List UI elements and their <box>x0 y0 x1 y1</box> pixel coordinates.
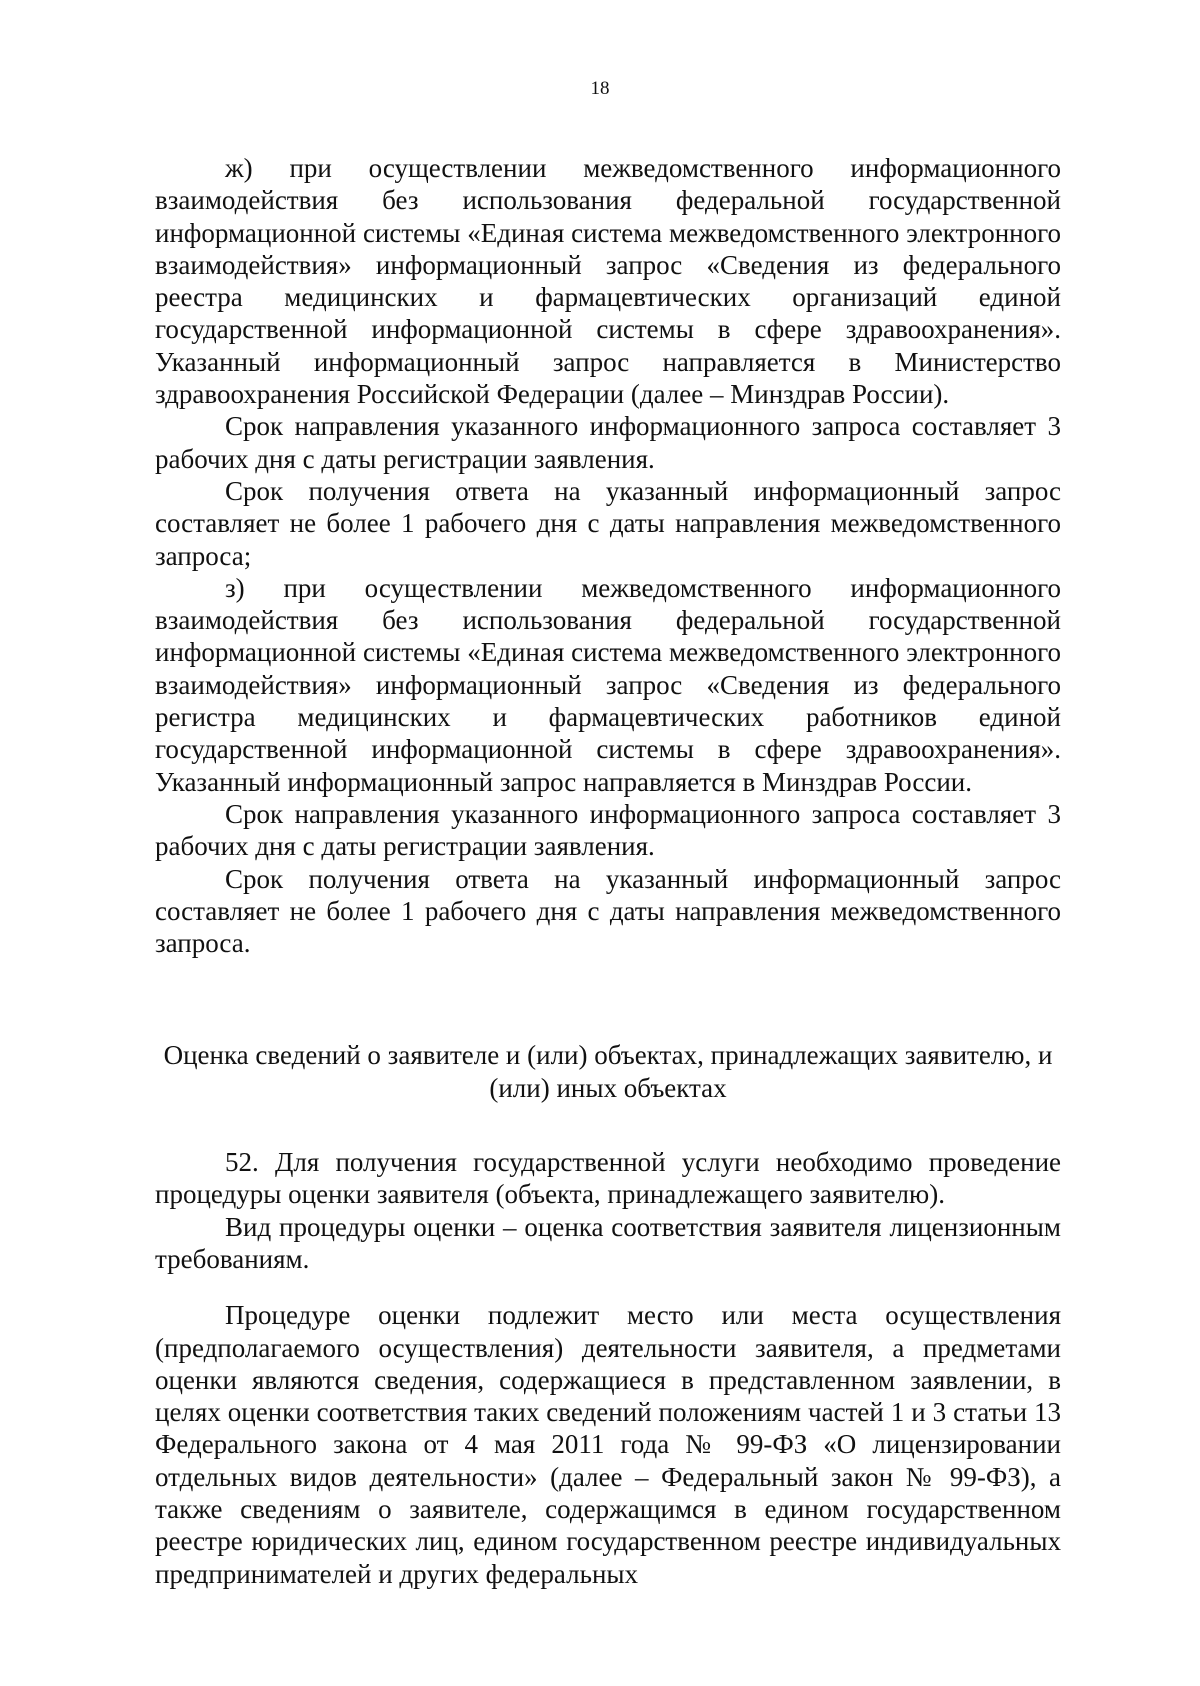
paragraph-52: 52. Для получения государственной услуги необходимо проведение процедуры оценки заявителя (объекта, принадлежащего заявителю). <box>155 1147 1061 1210</box>
paragraph-request-deadline-2: Срок направления указанного информационного запроса составляет 3 рабочих дня с даты регистрации заявления. <box>155 798 1061 862</box>
paragraph-assessment-subject: Процедуре оценки подлежит место или места осуществления (предполагаемого осуществления) деятельности заявителя, а предметами оценки являются сведения, содержащиеся в представленном заявлении, в целях оценки соответствия таких сведений положениям частей 1 и 3 статьи 13 Федерального закона от 4 мая 2011 года № 99-ФЗ «О лицензировании отдельных видов деятельности» (далее – Федеральный закон № 99-ФЗ), а также сведениям о заявителе, содержащимся в едином государственном реестре юридических лиц, едином государственном реестре индивидуальных предпринимателей и других федеральных <box>155 1300 1061 1589</box>
paragraph-item-z: з) при осуществлении межведомственного информационного взаимодействия без использования федеральной государственной информационной системы «Единая система межведомственного электронного взаимодействия» информационный запрос «Сведения из федерального регистра медицинских и фармацевтических работников единой государственной информационной системы в сфере здравоохранения». Указанный информационный запрос направляется в Минздрав России. <box>155 572 1061 797</box>
paragraph-request-deadline: Срок направления указанного информационного запроса составляет 3 рабочих дня с даты регистрации заявления. <box>155 411 1061 474</box>
page-number: 18 <box>590 78 610 99</box>
document-body <box>155 152 1061 1590</box>
paragraph-procedure-type: Вид процедуры оценки – оценка соответствия заявителя лицензионным требованиям. <box>155 1211 1061 1274</box>
paragraph-response-deadline-2: Срок получения ответа на указанный информационный запрос составляет не более 1 рабочего дня с даты направления межведомственного запроса. <box>155 863 1061 959</box>
paragraph-item-zh: ж) при осуществлении межведомственного информационного взаимодействия без использования федеральной государственной информационной системы «Единая система межведомственного электронного взаимодействия» информационный запрос «Сведения из федерального реестра медицинских и фармацевтических организаций единой государственной информационной системы в сфере здравоохранения». Указанный информационный запрос направляется в Министерство здравоохранения Российской Федерации (далее – Минздрав России). <box>155 153 1061 410</box>
paragraph-response-deadline: Срок получения ответа на указанный информационный запрос составляет не более 1 рабочего дня с даты направления межведомственного запроса; <box>155 475 1061 571</box>
section-heading: Оценка сведений о заявителе и (или) объектах, принадлежащих заявителю, и (или) иных объектах <box>163 1040 1053 1103</box>
